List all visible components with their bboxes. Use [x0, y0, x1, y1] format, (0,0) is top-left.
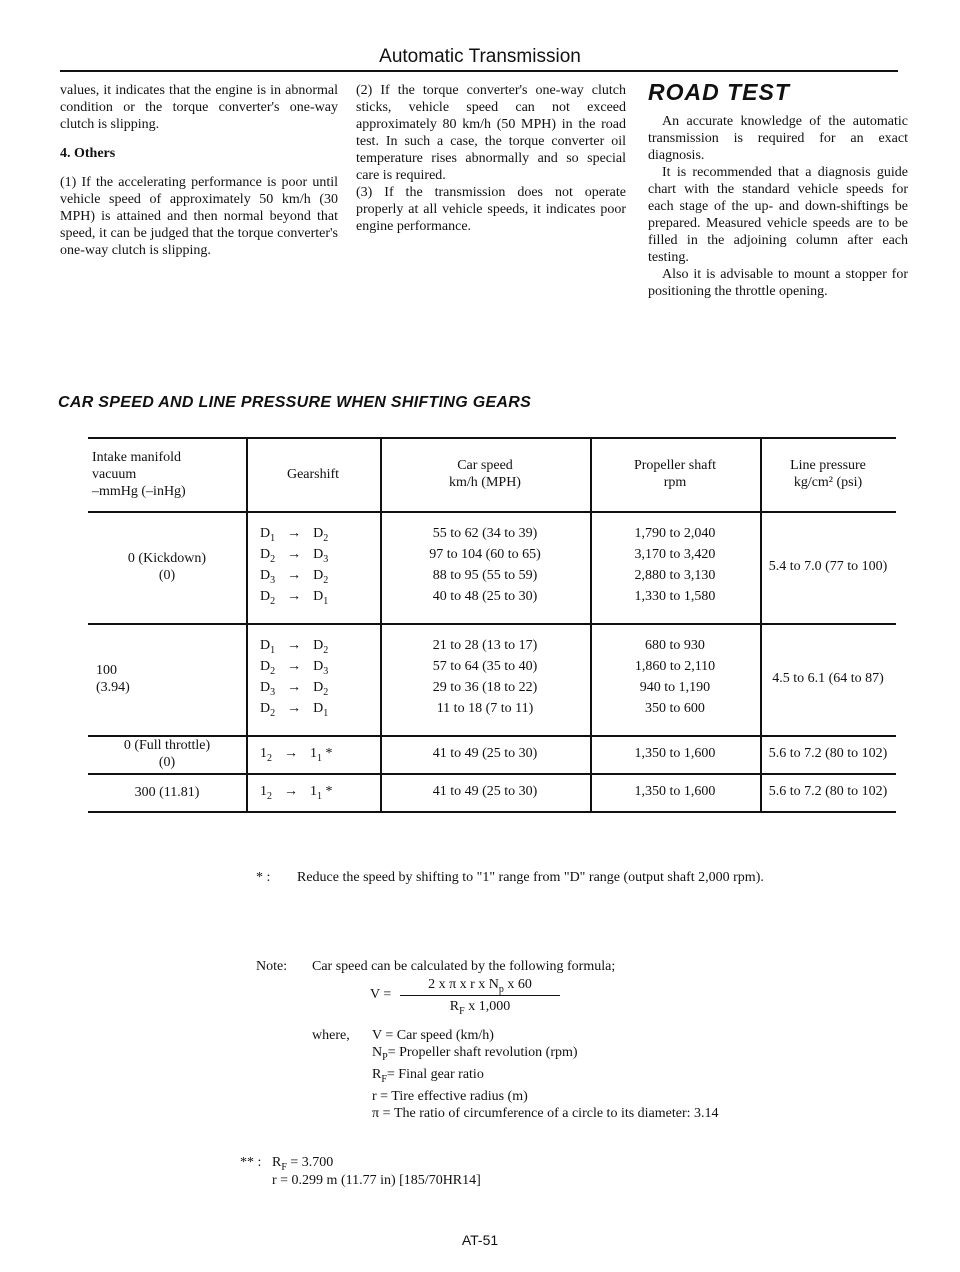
header-car-speed	[380, 457, 590, 491]
gearshift-cell	[260, 546, 380, 568]
footnote-dstar-line1: $R_F = 3.700$	[272, 1155, 334, 1173]
gear-to: $D_1$	[313, 589, 329, 607]
text-column-1	[60, 82, 338, 271]
header-car-speed-line: Car speed	[457, 458, 513, 473]
gearshift-cell	[260, 658, 380, 680]
propeller-rpm-cell: 1,350 to 1,600	[634, 746, 716, 761]
gearshift-cell	[260, 588, 380, 610]
formula-lhs: V =	[370, 987, 392, 1002]
vacuum-cell	[88, 550, 246, 584]
header-rule	[60, 70, 898, 72]
footnote-star-mark: * :	[256, 870, 271, 885]
footnote-star-text: Reduce the speed by shifting to "1" range from "D" range (output shaft 2,000 rpm).	[297, 870, 764, 885]
text-column-2	[356, 82, 626, 247]
definition-rf: $R_F=$ Final gear ratio	[372, 1066, 484, 1085]
table-group-rule	[88, 811, 896, 813]
propeller-rpm-cell: 1,350 to 1,600	[634, 784, 716, 799]
formula-denominator: $R_F$ x 1,000	[449, 999, 511, 1017]
gear-from: $D_1$	[260, 638, 276, 656]
table-header-rule	[88, 511, 896, 513]
header-line-pressure	[760, 457, 896, 491]
table-group-rule	[88, 623, 896, 625]
gearshift-cell	[260, 745, 380, 767]
arrow-right-icon: →	[287, 680, 302, 695]
gearshift-cell	[260, 567, 380, 589]
car-speed-cell: 29 to 36 (18 to 22)	[432, 680, 538, 695]
gear-to: $D_2$	[313, 680, 329, 698]
propeller-rpm-cell: 3,170 to 3,420	[634, 547, 716, 562]
definition-pi: π = The ratio of circumference of a circle to its diameter: 3.14	[372, 1105, 719, 1121]
page-number: AT-51	[461, 1232, 499, 1248]
table-group-rule	[88, 773, 896, 775]
gear-from: $D_2$	[260, 589, 276, 607]
gear-from: $D_2$	[260, 701, 276, 719]
table-top-rule	[88, 437, 896, 439]
gear-from: $D_1$	[260, 526, 276, 544]
header-line-pressure-line: Line pressure	[790, 458, 866, 473]
definition-v: V = Car speed (km/h)	[372, 1028, 494, 1043]
vacuum-line: 0 (Kickdown)	[127, 551, 207, 566]
arrow-right-icon: →	[287, 659, 302, 674]
propeller-rpm-cell: 1,790 to 2,040	[634, 526, 716, 541]
formula-numerator: 2 x π x r x $N_p$ x 60	[428, 977, 532, 995]
vacuum-line: (0)	[158, 755, 176, 770]
car-speed-cell: 55 to 62 (34 to 39)	[432, 526, 538, 541]
table-column-rule	[760, 437, 762, 811]
col2-paragraph-2: (3) If the transmission does not operate properly at all vehicle speeds, it indicates poor engine performance.	[356, 185, 626, 234]
gear-from: $D_3$	[260, 680, 276, 698]
col1-paragraph-1: values, it indicates that the engine is in abnormal condition or the torque converter's one-way clutch is slipping.	[60, 83, 338, 132]
gear-to: $D_2$	[313, 568, 329, 586]
header-vacuum-line: Intake manifold	[92, 450, 182, 465]
vacuum-cell	[88, 784, 246, 801]
gear-from: $1_2$	[260, 784, 272, 802]
gearshift-cell	[260, 637, 380, 659]
text-column-3	[648, 79, 908, 300]
car-speed-cell: 97 to 104 (60 to 65)	[429, 547, 541, 562]
header-line-pressure-line: kg/cm² (psi)	[793, 475, 863, 490]
arrow-right-icon: →	[287, 526, 302, 541]
gear-to: $D_2$	[313, 638, 329, 656]
note-label: Note:	[256, 959, 288, 974]
vacuum-line: 100	[96, 663, 117, 678]
gearshift-cell	[260, 700, 380, 722]
car-speed-cell: 11 to 18 (7 to 11)	[436, 701, 534, 716]
propeller-rpm-cell: 940 to 1,190	[639, 680, 711, 695]
col1-heading: 4. Others	[60, 146, 116, 161]
header-vacuum-line: –mmHg (–inHg)	[92, 484, 186, 499]
gearshift-cell	[260, 783, 380, 805]
gear-to: $D_1$	[313, 701, 329, 719]
propeller-rpm-cell: 1,860 to 2,110	[634, 659, 716, 674]
gear-to: $D_3$	[313, 659, 329, 677]
gearshift-cell	[260, 679, 380, 701]
propeller-rpm-cell: 1,330 to 1,580	[634, 589, 716, 604]
col3-paragraph-3: Also it is advisable to mount a stopper for positioning the throttle opening.	[648, 267, 908, 299]
car-speed-cell: 57 to 64 (35 to 40)	[432, 659, 538, 674]
header-vacuum-line: vacuum	[92, 467, 137, 482]
definition-r: r = Tire effective radius (m)	[372, 1088, 528, 1104]
gear-from: $D_2$	[260, 547, 276, 565]
where-label: where,	[312, 1028, 350, 1043]
definition-np: $N_P=$ Propeller shaft revolution (rpm)	[372, 1045, 578, 1063]
vacuum-line: (0)	[158, 568, 176, 583]
page-header-title: Automatic Transmission	[379, 46, 581, 67]
arrow-right-icon: →	[287, 638, 302, 653]
vacuum-cell	[88, 662, 254, 696]
arrow-right-icon: →	[287, 701, 302, 716]
vacuum-line: 300 (11.81)	[134, 784, 200, 800]
note-intro: Car speed can be calculated by the following formula;	[312, 959, 616, 974]
line-pressure-cell: 5.6 to 7.2 (80 to 102)	[768, 746, 888, 761]
formula-fraction-bar	[400, 995, 560, 996]
arrow-right-icon: →	[287, 589, 302, 604]
header-propeller-rpm-line: Propeller shaft	[633, 458, 717, 473]
line-pressure-cell: 5.6 to 7.2 (80 to 102)	[768, 784, 888, 799]
gear-to: $D_2$	[313, 526, 329, 544]
line-pressure-cell: 5.4 to 7.0 (77 to 100)	[768, 559, 888, 574]
table-column-rule	[590, 437, 592, 811]
arrow-right-icon: →	[287, 547, 302, 562]
footnote-dstar-line2: r = 0.299 m (11.77 in) [185/70HR14]	[272, 1173, 481, 1188]
header-propeller-rpm	[590, 457, 760, 491]
header-propeller-rpm-line: rpm	[663, 475, 687, 490]
definitions-list	[372, 1027, 892, 1122]
header-vacuum	[92, 449, 242, 500]
arrow-right-icon: →	[284, 746, 298, 761]
vacuum-line: 0 (Full throttle)	[123, 738, 211, 753]
table-column-rule	[246, 437, 248, 811]
gear-to: $D_3$	[313, 547, 329, 565]
col2-paragraph-1: (2) If the torque converter's one-way clutch sticks, vehicle speed can not exceed approximately 80 km/h (50 MPH) in the road test. In such a case, the torque converter oil temperature rises abnormally and so special care is required.	[356, 83, 626, 183]
propeller-rpm-cell: 2,880 to 3,130	[634, 568, 716, 583]
gearshift-cell	[260, 525, 380, 547]
gear-to: $1_1$ *	[310, 784, 333, 802]
gear-to: $1_1$ *	[310, 746, 333, 764]
header-car-speed-line: km/h (MPH)	[449, 475, 521, 490]
section-title: CAR SPEED AND LINE PRESSURE WHEN SHIFTING GEARS	[58, 394, 532, 411]
col1-paragraph-2: (1) If the accelerating performance is poor until vehicle speed of approximately 50 km/h (30 MPH) is attained and then normal beyond that speed, it can be judged that the torque converter's one-way clutch is slipping.	[60, 175, 338, 258]
propeller-rpm-cell: 680 to 930	[645, 638, 705, 653]
col3-paragraph-2: It is recommended that a diagnosis guide chart with the standard vehicle speeds for each stage of the up- and down-shiftings be prepared. Measured vehicle speeds are to be filled in the adjoining column after each testing.	[648, 165, 908, 265]
line-pressure-cell: 4.5 to 6.1 (64 to 87)	[772, 671, 884, 686]
gear-from: $D_3$	[260, 568, 276, 586]
arrow-right-icon: →	[287, 568, 302, 583]
car-speed-cell: 21 to 28 (13 to 17)	[432, 638, 538, 653]
col3-paragraph-1: An accurate knowledge of the automatic transmission is required for an exact diagnosis.	[648, 114, 908, 163]
propeller-rpm-cell: 350 to 600	[645, 701, 705, 716]
arrow-right-icon: →	[284, 784, 298, 799]
gear-from: $1_2$	[260, 746, 272, 764]
gear-from: $D_2$	[260, 659, 276, 677]
footnote-dstar-mark: ** :	[240, 1155, 262, 1170]
header-gearshift: Gearshift	[286, 467, 340, 482]
vacuum-cell	[88, 737, 246, 771]
car-speed-cell: 41 to 49 (25 to 30)	[432, 784, 538, 799]
car-speed-cell: 40 to 48 (25 to 30)	[432, 589, 538, 604]
vacuum-line: (3.94)	[96, 680, 130, 695]
car-speed-cell: 41 to 49 (25 to 30)	[432, 746, 538, 761]
table-column-rule	[380, 437, 382, 811]
car-speed-cell: 88 to 95 (55 to 59)	[432, 568, 538, 583]
road-test-heading: ROAD TEST	[648, 79, 790, 105]
